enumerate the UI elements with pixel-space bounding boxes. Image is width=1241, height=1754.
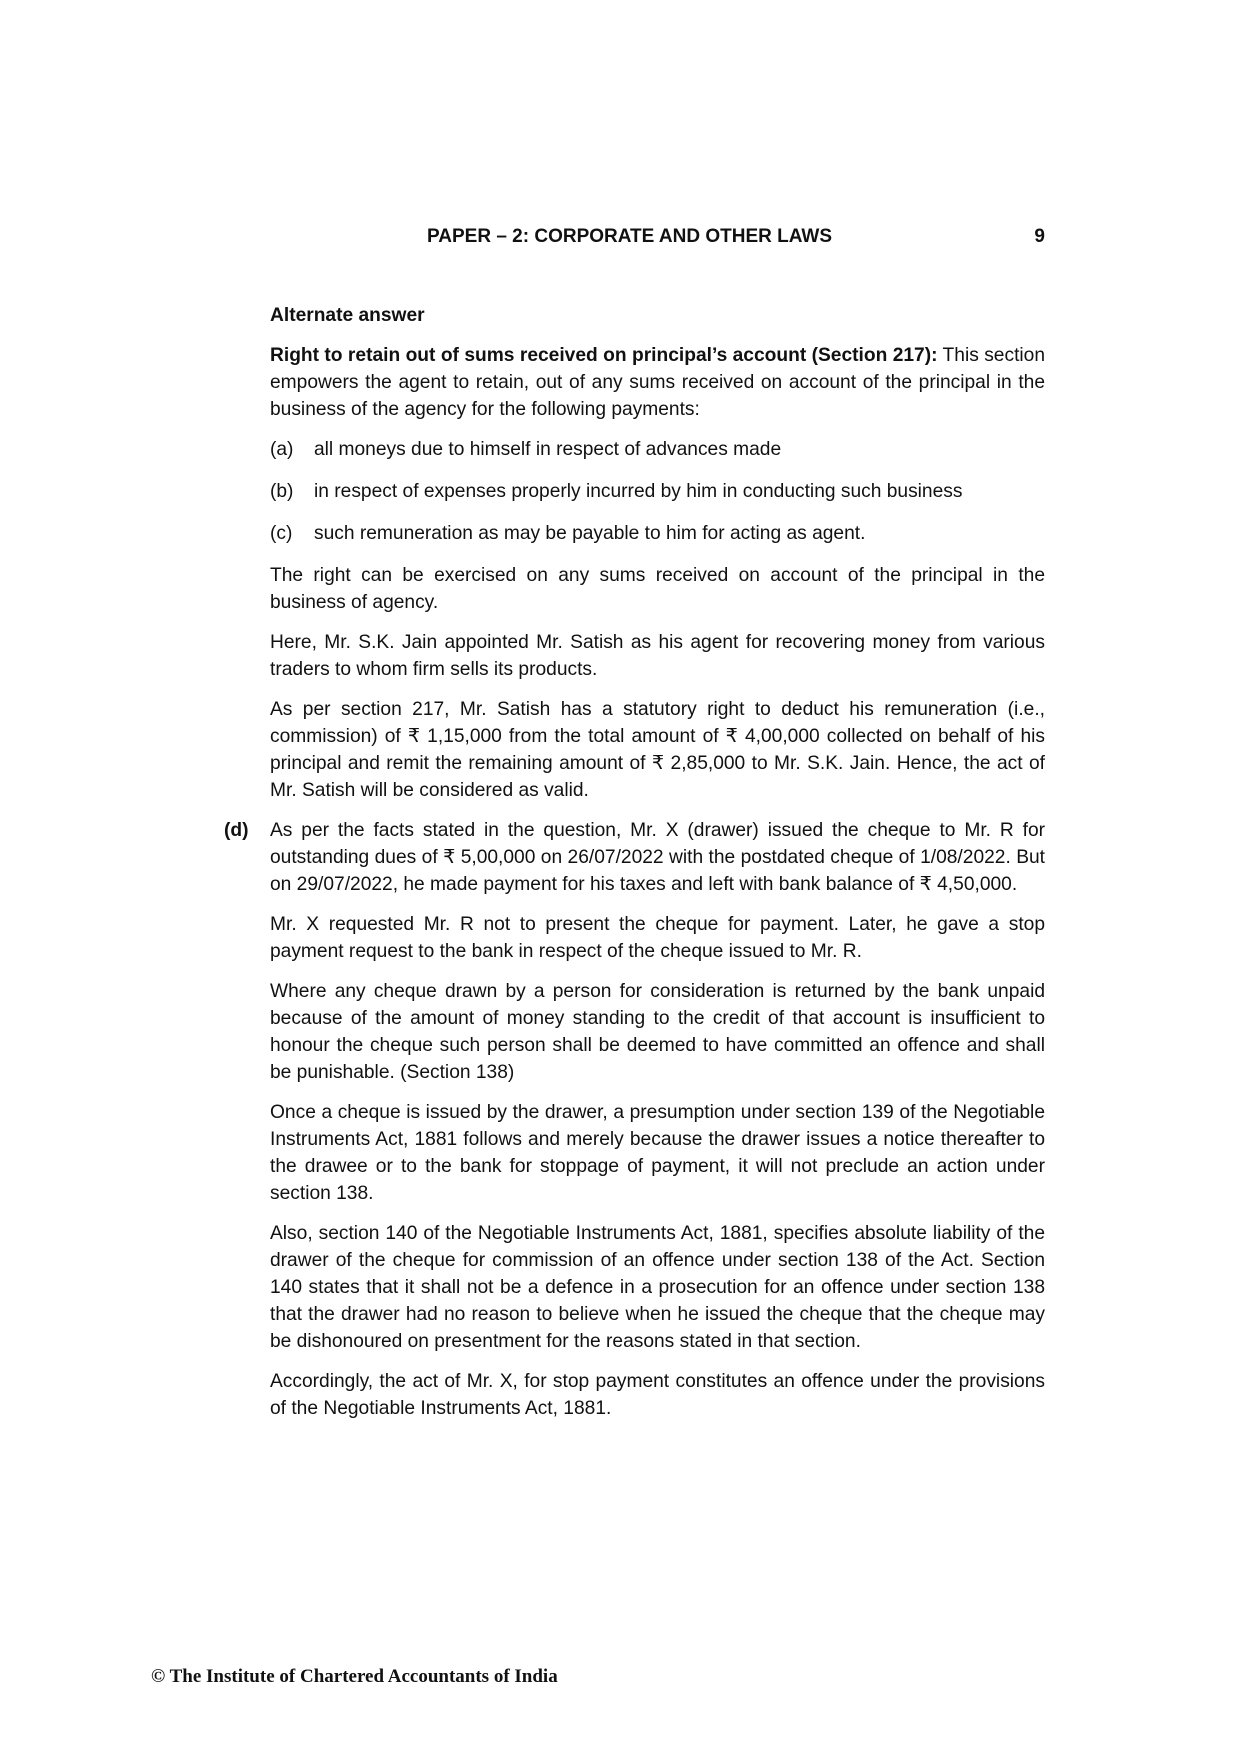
question-label: (d) xyxy=(224,820,249,841)
body-paragraph: As per the facts stated in the question, Mr. X (drawer) issued the cheque to Mr. R for outstanding dues of ₹ 5,00,000 on 26/07/2022 with the postdated cheque of 1/08/2022. But on 29/07/2022, he made payment for his taxes and left with bank balance of ₹ 4,50,000. xyxy=(270,820,1045,895)
copyright-footer: © The Institute of Chartered Accountants of India xyxy=(151,1666,558,1687)
list-text: all moneys due to himself in respect of advances made xyxy=(314,439,782,460)
list-text: such remuneration as may be payable to him for acting as agent. xyxy=(314,523,866,544)
body-paragraph: As per section 217, Mr. Satish has a statutory right to deduct his remuneration (i.e., commission) of ₹ 1,15,000 from the total amount of ₹ 4,00,000 collected on behalf of his principal and remit the remaining amount of ₹ 2,85,000 to Mr. S.K. Jain. Hence, the act of Mr. Satish will be considered as valid. xyxy=(270,699,1045,801)
body-paragraph: Here, Mr. S.K. Jain appointed Mr. Satish as his agent for recovering money from various traders to whom firm sells its products. xyxy=(270,632,1045,680)
page-header xyxy=(270,226,1045,252)
body-paragraph: Accordingly, the act of Mr. X, for stop payment constitutes an offence under the provisions of the Negotiable Instruments Act, 1881. xyxy=(270,1371,1045,1419)
list-item xyxy=(270,520,1045,547)
intro-bold-lead: Right to retain out of sums received on principal’s account (Section 217): xyxy=(270,345,938,366)
body-paragraph: The right can be exercised on any sums received on account of the principal in the business of agency. xyxy=(270,565,1045,613)
list-item xyxy=(270,436,1045,463)
body-paragraph: Once a cheque is issued by the drawer, a presumption under section 139 of the Negotiable Instruments Act, 1881 follows and merely because the drawer issues a notice thereafter to the drawee or to the bank for stoppage of payment, it will not preclude an action under section 138. xyxy=(270,1102,1045,1204)
intro-text: This section empowers the agent to retain, out of any sums received on account of the principal in the business of the agency for the following payments: xyxy=(270,345,1046,420)
intro-paragraph xyxy=(270,342,1045,423)
list-marker: (c) xyxy=(270,523,293,544)
paper-title: PAPER – 2: CORPORATE AND OTHER LAWS xyxy=(427,226,833,247)
list-marker: (b) xyxy=(270,481,294,502)
page-number: 9 xyxy=(1034,226,1045,247)
question-d-block xyxy=(224,817,1045,1422)
alternate-answer-heading: Alternate answer xyxy=(270,305,425,326)
list-text: in respect of expenses properly incurred by him in conducting such business xyxy=(314,481,963,502)
list-marker: (a) xyxy=(270,439,294,460)
list-item xyxy=(270,478,1045,505)
body-paragraph: Where any cheque drawn by a person for consideration is returned by the bank unpaid because of the amount of money standing to the credit of that account is insufficient to honour the cheque such person shall be deemed to have committed an offence and shall be punishable. (Section 138) xyxy=(270,981,1045,1083)
page-content xyxy=(224,302,1046,1435)
body-paragraph: Mr. X requested Mr. R not to present the cheque for payment. Later, he gave a stop payment request to the bank in respect of the cheque issued to Mr. R. xyxy=(270,914,1045,962)
body-paragraph: Also, section 140 of the Negotiable Instruments Act, 1881, specifies absolute liability of the drawer of the cheque for commission of an offence under section 138 of the Act. Section 140 states that it shall not be a defence in a prosecution for an offence under section 138 that the drawer had no reason to believe when he issued the cheque that the cheque may be dishonoured on presentment for the reasons stated in that section. xyxy=(270,1223,1045,1352)
